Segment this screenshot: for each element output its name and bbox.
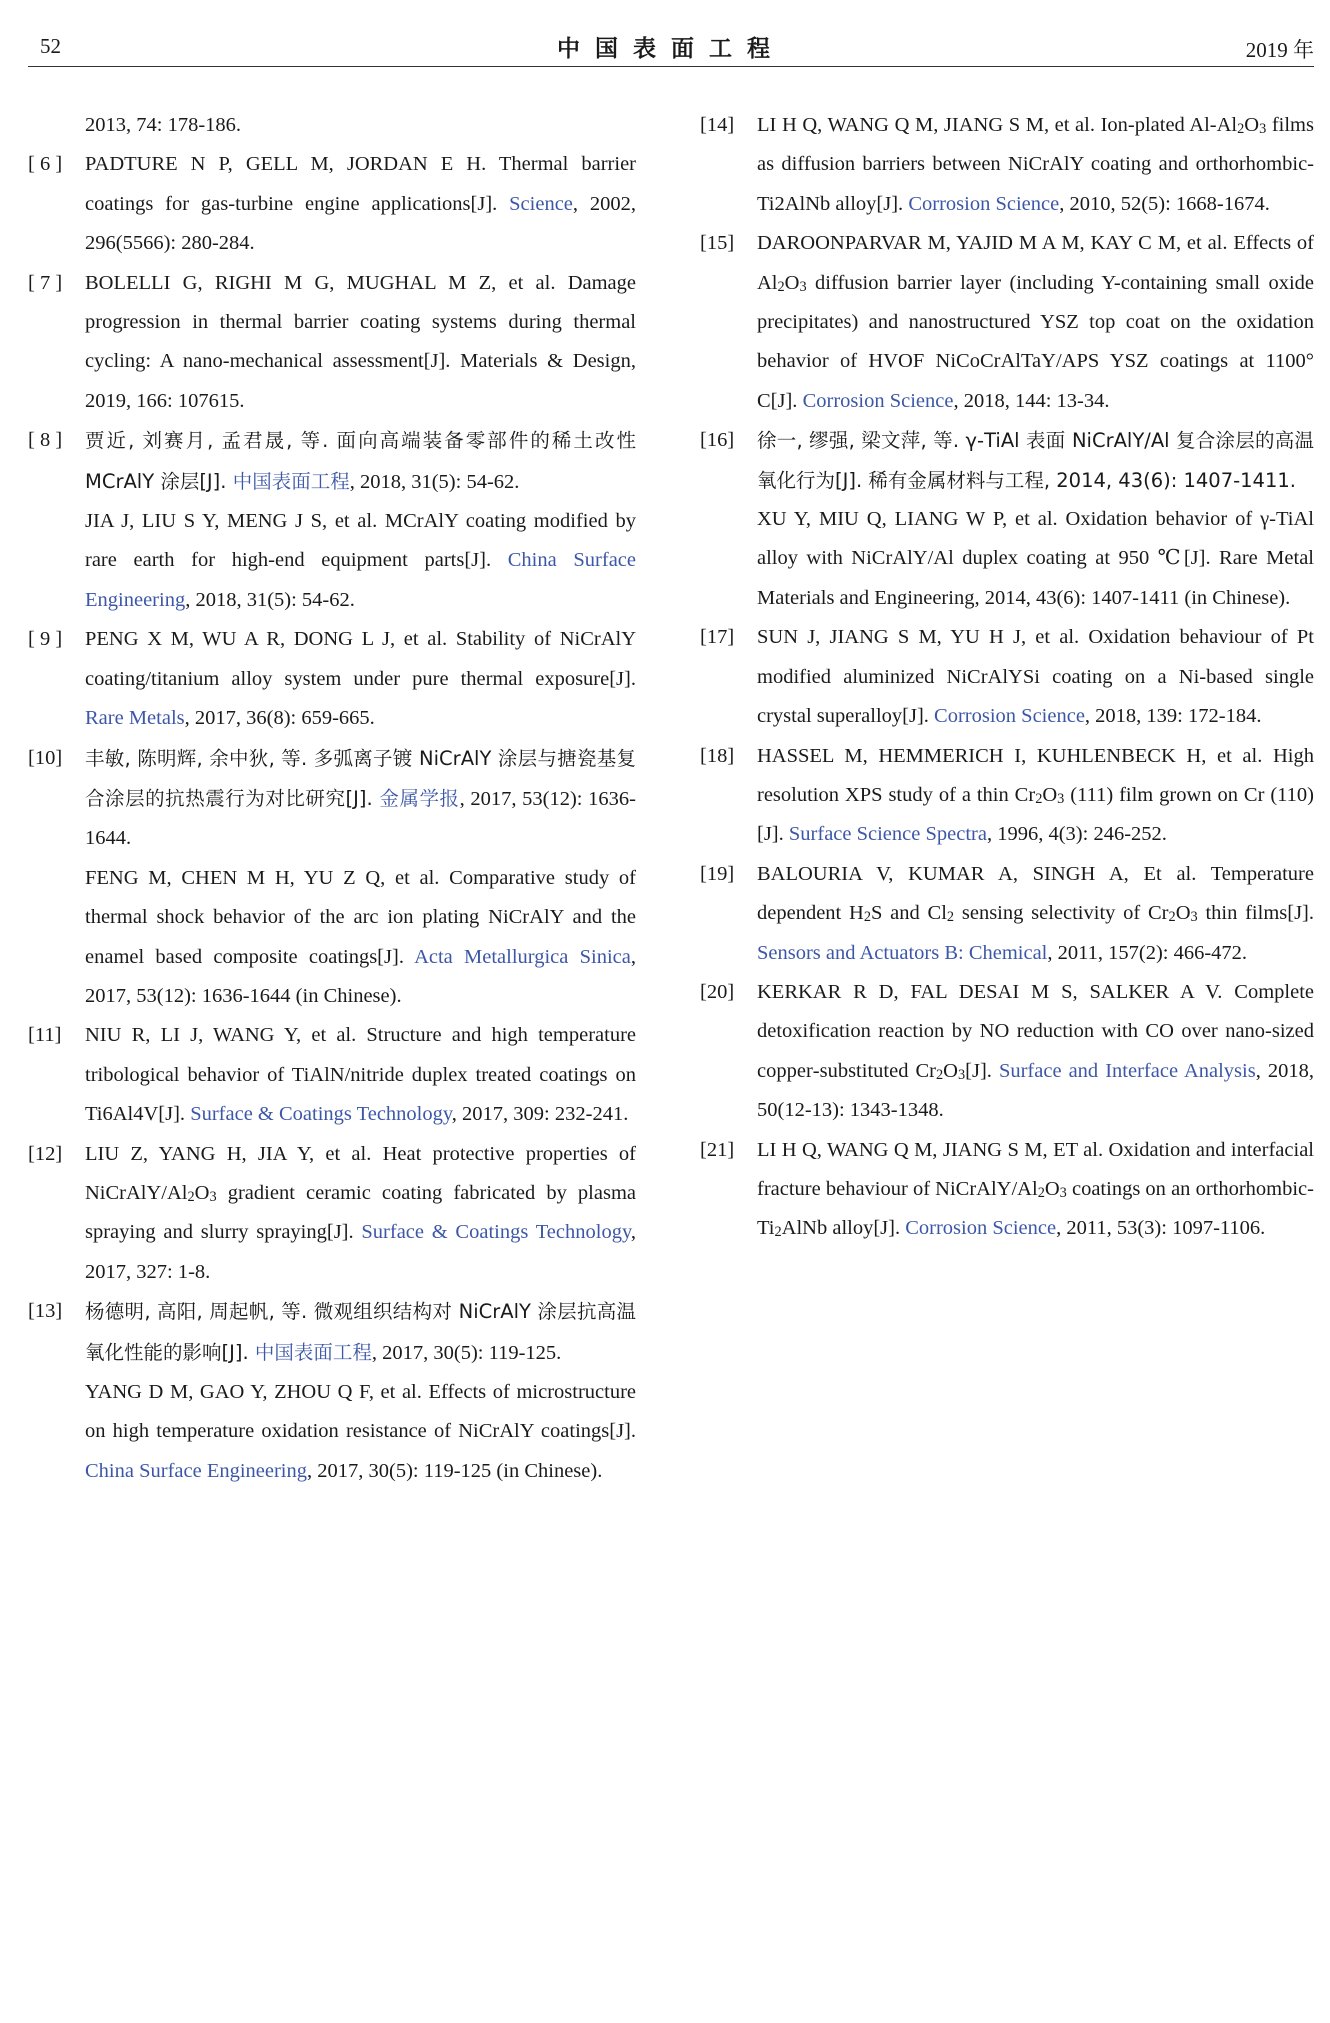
reference-number: [ 6 ]: [28, 153, 63, 176]
journal-link[interactable]: Corrosion Science: [802, 389, 954, 412]
journal-link[interactable]: 金属学报: [379, 786, 460, 810]
journal-link[interactable]: Corrosion Science: [905, 1217, 1057, 1240]
left-reference-column: [28, 106, 636, 1491]
journal-link[interactable]: Surface & Coatings Technology: [361, 1221, 631, 1244]
reference-number: [19]: [700, 862, 735, 885]
issue-year: 2019 年: [1245, 38, 1314, 62]
reference-number: [15]: [700, 232, 735, 255]
reference-number: [12]: [28, 1142, 63, 1165]
journal-link[interactable]: Surface and Interface Analysis: [998, 1059, 1256, 1082]
right-reference-column: [700, 106, 1314, 1249]
reference-number: [16]: [700, 429, 735, 452]
reference-9: [ 9 ] PENG X M, WU A R, DONG L J, et al. Stability of NiCrAlY coating/titanium alloy system under pure thermal exposure[J]. Rare Metals, 2017, 36(8): 659-665.: [28, 620, 636, 738]
chinese-citation: 丰敏, 陈明辉, 余中狄, 等. 多弧离子镀 NiCrAlY 涂层与搪瓷基复合涂层的抗热震行为对比研究[J]. 金属学报, 2017, 53(12): 1636-1644.: [85, 746, 636, 850]
reference-20: [20] KERKAR R D, FAL DESAI M S, SALKER A V. Complete detoxification reaction by NO reduction with CO over nano‐sized copper‐substituted $Cr_2O_3[J]$. Surface and Interface Analysis, 2018, 50(12-13): 1343-1348.: [700, 973, 1314, 1131]
reference-number: [18]: [700, 744, 735, 767]
english-citation: XU Y, MIU Q, LIANG W P, et al. Oxidation behavior of γ-TiAl alloy with NiCrAlY/Al duplex coating at 950 ℃[J]. Rare Metal Materials and Engineering, 2014, 43(6): 1407-1411 (in Chinese).: [757, 508, 1314, 609]
journal-link[interactable]: China Surface Engineering: [85, 549, 636, 611]
english-citation: YANG D M, GAO Y, ZHOU Q F, et al. Effects of microstructure on high temperature oxidation resistance of NiCrAlY coatings[J]. China Surface Engineering, 2017, 30(5): 119-125 (in Chinese).: [85, 1381, 636, 1482]
journal-title: 中国表面工程: [557, 36, 785, 61]
journal-link[interactable]: 中国表面工程: [254, 1340, 372, 1364]
journal-link[interactable]: 中国表面工程: [232, 469, 350, 493]
reference-19: [19] BALOURIA V, KUMAR A, SINGH A, Et al. Temperature dependent $H_2S$ and $Cl_2$ sensing selectivity of $Cr_2O_3$ thin films[J]. Sensors and Actuators B: Chemical, 2011, 157(2): 466-472.: [700, 855, 1314, 973]
journal-link[interactable]: Corrosion Science: [908, 192, 1060, 215]
journal-link[interactable]: Corrosion Science: [934, 705, 1085, 728]
journal-link[interactable]: Acta Metallurgica Sinica: [414, 945, 631, 968]
reference-6: [ 6 ] PADTURE N P, GELL M, JORDAN E H. Thermal barrier coatings for gas-turbine engine applications[J]. Science, 2002, 296(5566): 280-284.: [28, 145, 636, 263]
reference-number: [20]: [700, 980, 735, 1003]
journal-link[interactable]: Rare Metals: [85, 707, 185, 730]
reference-number: [11]: [28, 1024, 62, 1047]
reference-number: [10]: [28, 746, 63, 769]
reference-8: [28, 421, 636, 620]
page-header: [28, 30, 1314, 67]
reference-7: [ 7 ] BOLELLI G, RIGHI M G, MUGHAL M Z, et al. Damage progression in thermal barrier coating systems during thermal cycling: A nano-mechanical assessment[J]. Materials & Design, 2019, 166: 107615.: [28, 264, 636, 422]
reference-14: [14] LI H Q, WANG Q M, JIANG S M, et al. Ion-plated $Al-Al_2O_3$ films as diffusion barriers between NiCrAlY coating and orthorhombic-Ti2AlNb alloy[J]. Corrosion Science, 2010, 52(5): 1668-1674.: [700, 106, 1314, 224]
chinese-citation: 贾近, 刘赛月, 孟君晟, 等. 面向高端装备零部件的稀土改性 MCrAlY 涂层[J]. 中国表面工程, 2018, 31(5): 54-62.: [85, 429, 636, 493]
reference-number: [ 7 ]: [28, 271, 63, 294]
reference-13: [28, 1292, 636, 1491]
journal-link[interactable]: Surface & Coatings Technology: [190, 1103, 452, 1126]
reference-5-continuation: 2013, 74: 178-186.: [85, 114, 242, 136]
chinese-citation: 杨德明, 高阳, 周起帆, 等. 微观组织结构对 NiCrAlY 涂层抗高温氧化性能的影响[J]. 中国表面工程, 2017, 30(5): 119-125.: [85, 1300, 636, 1364]
reference-16: [700, 421, 1314, 618]
chinese-citation: 徐一, 缪强, 梁文萍, 等. γ-TiAl 表面 NiCrAlY/Al 复合涂层的高温氧化行为[J]. 稀有金属材料与工程, 2014, 43(6): 1407-1411.: [757, 429, 1314, 492]
reference-number: [ 9 ]: [28, 628, 63, 651]
reference-18: [18] HASSEL M, HEMMERICH I, KUHLENBECK H, et al. High resolution XPS study of a thin $Cr_2O_3$ (111) film grown on Cr (110)[J]. Surface Science Spectra, 1996, 4(3): 246-252.: [700, 737, 1314, 855]
journal-link[interactable]: China Surface Engineering: [85, 1459, 308, 1482]
english-citation: JIA J, LIU S Y, MENG J S, et al. MCrAlY coating modified by rare earth for high-end equipment parts[J]. China Surface Engineering, 2018, 31(5): 54-62.: [85, 510, 636, 611]
reference-21: [21] LI H Q, WANG Q M, JIANG S M, ET al. Oxidation and interfacial fracture behaviour of NiCrAlY/$Al_2O_3$ coatings on an orthorhombic-$Ti_2AlNb$ alloy[J]. Corrosion Science, 2011, 53(3): 1097-1106.: [700, 1131, 1314, 1249]
reference-number: [ 8 ]: [28, 429, 63, 452]
reference-number: [17]: [700, 626, 735, 649]
reference-10: [28, 739, 636, 1017]
reference-number: [14]: [700, 114, 735, 136]
journal-link[interactable]: Surface Science Spectra: [788, 823, 987, 846]
journal-link[interactable]: Science: [509, 192, 573, 215]
reference-number: [13]: [28, 1300, 63, 1323]
page-number: 52: [40, 34, 61, 58]
journal-link[interactable]: Sensors and Actuators B: Chemical: [757, 941, 1048, 964]
reference-17: [17] SUN J, JIANG S M, YU H J, et al. Oxidation behaviour of Pt modified aluminized NiCrAlYSi coating on a Ni-based single crystal superalloy[J]. Corrosion Science, 2018, 139: 172-184.: [700, 618, 1314, 736]
english-citation: FENG M, CHEN M H, YU Z Q, et al. Comparative study of thermal shock behavior of the arc ion plating NiCrAlY and the enamel based composite coatings[J]. Acta Metallurgica Sinica, 2017, 53(12): 1636-1644 (in Chinese).: [85, 866, 636, 1007]
reference-12: [12] LIU Z, YANG H, JIA Y, et al. Heat protective properties of NiCrAlY/$Al_2O_3$ gradient ceramic coating fabricated by plasma spraying and slurry spraying[J]. Surface & Coatings Technology, 2017, 327: 1-8.: [28, 1135, 636, 1293]
reference-15: [15] DAROONPARVAR M, YAJID M A M, KAY C M, et al. Effects of $Al_2O_3$ diffusion barrier layer (including Y-containing small oxide precipitates) and nanostructured YSZ top coat on the oxidation behavior of HVOF NiCoCrAlTaY/APS YSZ coatings at 1100° C[J]. Corrosion Science, 2018, 144: 13-34.: [700, 224, 1314, 421]
reference-number: [21]: [700, 1138, 735, 1161]
reference-11: [11] NIU R, LI J, WANG Y, et al. Structure and high temperature tribological behavior of TiAlN/nitride duplex treated coatings on Ti6Al4V[J]. Surface & Coatings Technology, 2017, 309: 232-241.: [28, 1016, 636, 1134]
